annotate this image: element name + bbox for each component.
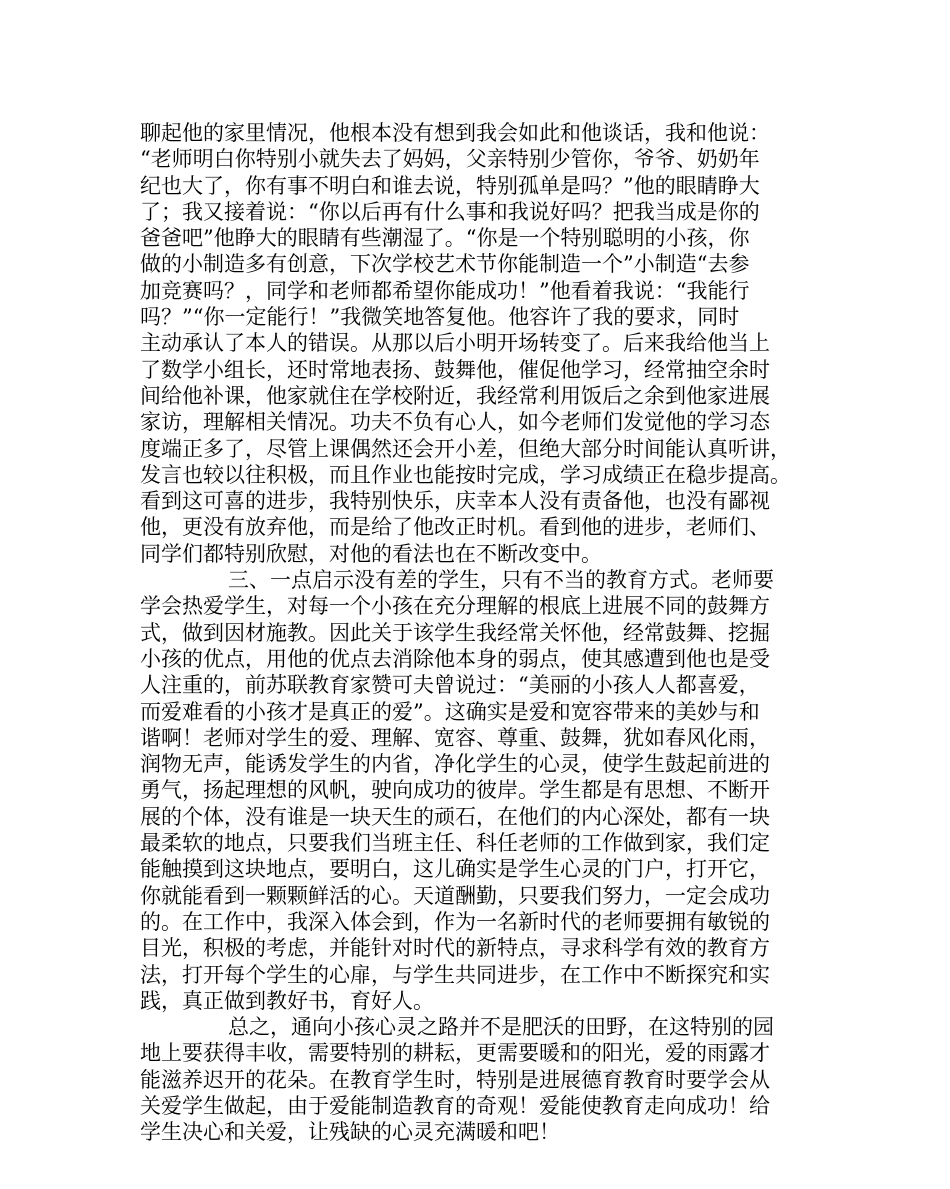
text-line: 聊起他的家里情况，他根本没有想到我会如此和他谈话，我和他说： [140, 121, 770, 145]
text-line: 你就能看到一颗颗鲜活的心。天道酬勤，只要我们努力，一定会成功 [140, 883, 770, 908]
text-line: 了；我又接着说：“你以后再有什么事和我说好吗？把我当成是你的 [140, 199, 760, 224]
text-line: 了数学小组长，还时常地表扬、鼓舞他，催促他学习，经常抽空余时 [140, 357, 770, 382]
text-line: 加竞赛吗？，同学和老师都希望你能成功！”他看着我说：“我能行 [140, 278, 750, 303]
text-line: 的。在工作中，我深入体会到，作为一名新时代的老师要拥有敏锐的 [140, 909, 770, 934]
text-line: 关爱学生做起，由于爱能制造教育的奇观！爱能使教育走向成功！给 [140, 1093, 770, 1118]
text-line: 家访，理解相关情况。功夫不负有心人，如今老师们发觉他的学习态 [140, 410, 770, 435]
text-line: 目光，积极的考虑，并能针对时代的新特点，寻求科学有效的教育方 [140, 936, 770, 961]
text-line: 展的个体，没有谁是一块天生的顽石，在他们的内心深处，都有一块 [140, 804, 770, 829]
text-line: 践，真正做到教好书，育好人。 [140, 988, 434, 1013]
text-line: 同学们都特别欣慰，对他的看法也在不断改变中。 [140, 541, 602, 566]
text-line: 而爱难看的小孩才是真正的爱”。这确实是爱和宽容带来的美妙与和 [140, 699, 760, 724]
text-line: 谐啊！老师对学生的爱、理解、宽容、尊重、鼓舞，犹如春风化雨， [140, 725, 770, 750]
text-line: 学会热爱学生，对每一个小孩在充分理解的根底上进展不同的鼓舞方 [140, 594, 770, 619]
text-line: 法，打开每个学生的心扉，与学生共同进步，在工作中不断探究和实 [140, 962, 770, 987]
text-line: 三、一点启示没有差的学生，只有不当的教育方式。老师要 [228, 568, 774, 593]
text-line: 爸爸吧”他睁大的眼睛有些潮湿了。“你是一个特别聪明的小孩，你 [140, 226, 750, 251]
text-line: 他，更没有放弃他，而是给了他改正时机。看到他的进步，老师们、 [140, 515, 770, 540]
text-line: 吗？”“你一定能行！”我微笑地答复他。他容许了我的要求，同时 [140, 305, 740, 330]
text-line: 能滋养迟开的花朵。在教育学生时，特别是进展德育教育时要学会从 [140, 1067, 770, 1092]
text-line: 最柔软的地点，只要我们当班主任、科任老师的工作做到家，我们定 [140, 831, 770, 856]
text-line: 人注重的，前苏联教育家赞可夫曾说过：“美丽的小孩人人都喜爱， [140, 673, 760, 698]
text-line: “老师明白你特别小就失去了妈妈，父亲特别少管你，爷爷、奶奶年 [140, 147, 760, 172]
text-line: 间给他补课，他家就住在学校附近，我经常利用饭后之余到他家进展 [140, 383, 770, 408]
text-line: 主动承认了本人的错误。从那以后小明开场转变了。后来我给他当上 [140, 331, 770, 356]
text-line: 小孩的优点，用他的优点去消除他本身的弱点，使其感遭到他也是受 [140, 646, 770, 671]
text-line: 能触摸到这块地点，要明白，这儿确实是学生心灵的门户，打开它， [140, 857, 770, 882]
text-line: 勇气，扬起理想的风帆，驶向成功的彼岸。学生都是有思想、不断开 [140, 778, 770, 803]
text-line: 学生决心和关爱，让残缺的心灵充满暖和吧！ [140, 1120, 560, 1145]
text-line: 润物无声，能诱发学生的内省，净化学生的心灵，使学生鼓起前进的 [140, 752, 770, 777]
text-line: 式，做到因材施教。因此关于该学生我经常关怀他，经常鼓舞、挖掘 [140, 620, 770, 645]
text-line: 总之，通向小孩心灵之路并不是肥沃的田野，在这特别的园 [228, 1015, 774, 1040]
text-line: 地上要获得丰收，需要特别的耕耘，更需要暖和的阳光，爱的雨露才 [140, 1041, 770, 1066]
text-line: 看到这可喜的进步，我特别快乐，庆幸本人没有责备他，也没有鄙视 [140, 489, 770, 514]
text-line: 做的小制造多有创意，下次学校艺术节你能制造一个”小制造“去参 [140, 252, 750, 277]
document-body [140, 120, 815, 1146]
text-line: 度端正多了，尽管上课偶然还会开小差，但绝大部分时间能认真听讲， [140, 436, 791, 461]
text-line: 纪也大了，你有事不明白和谁去说，特别孤单是吗？”他的眼睛睁大 [140, 173, 760, 198]
text-line: 发言也较以往积极，而且作业也能按时完成，学习成绩正在稳步提高。 [140, 462, 791, 487]
